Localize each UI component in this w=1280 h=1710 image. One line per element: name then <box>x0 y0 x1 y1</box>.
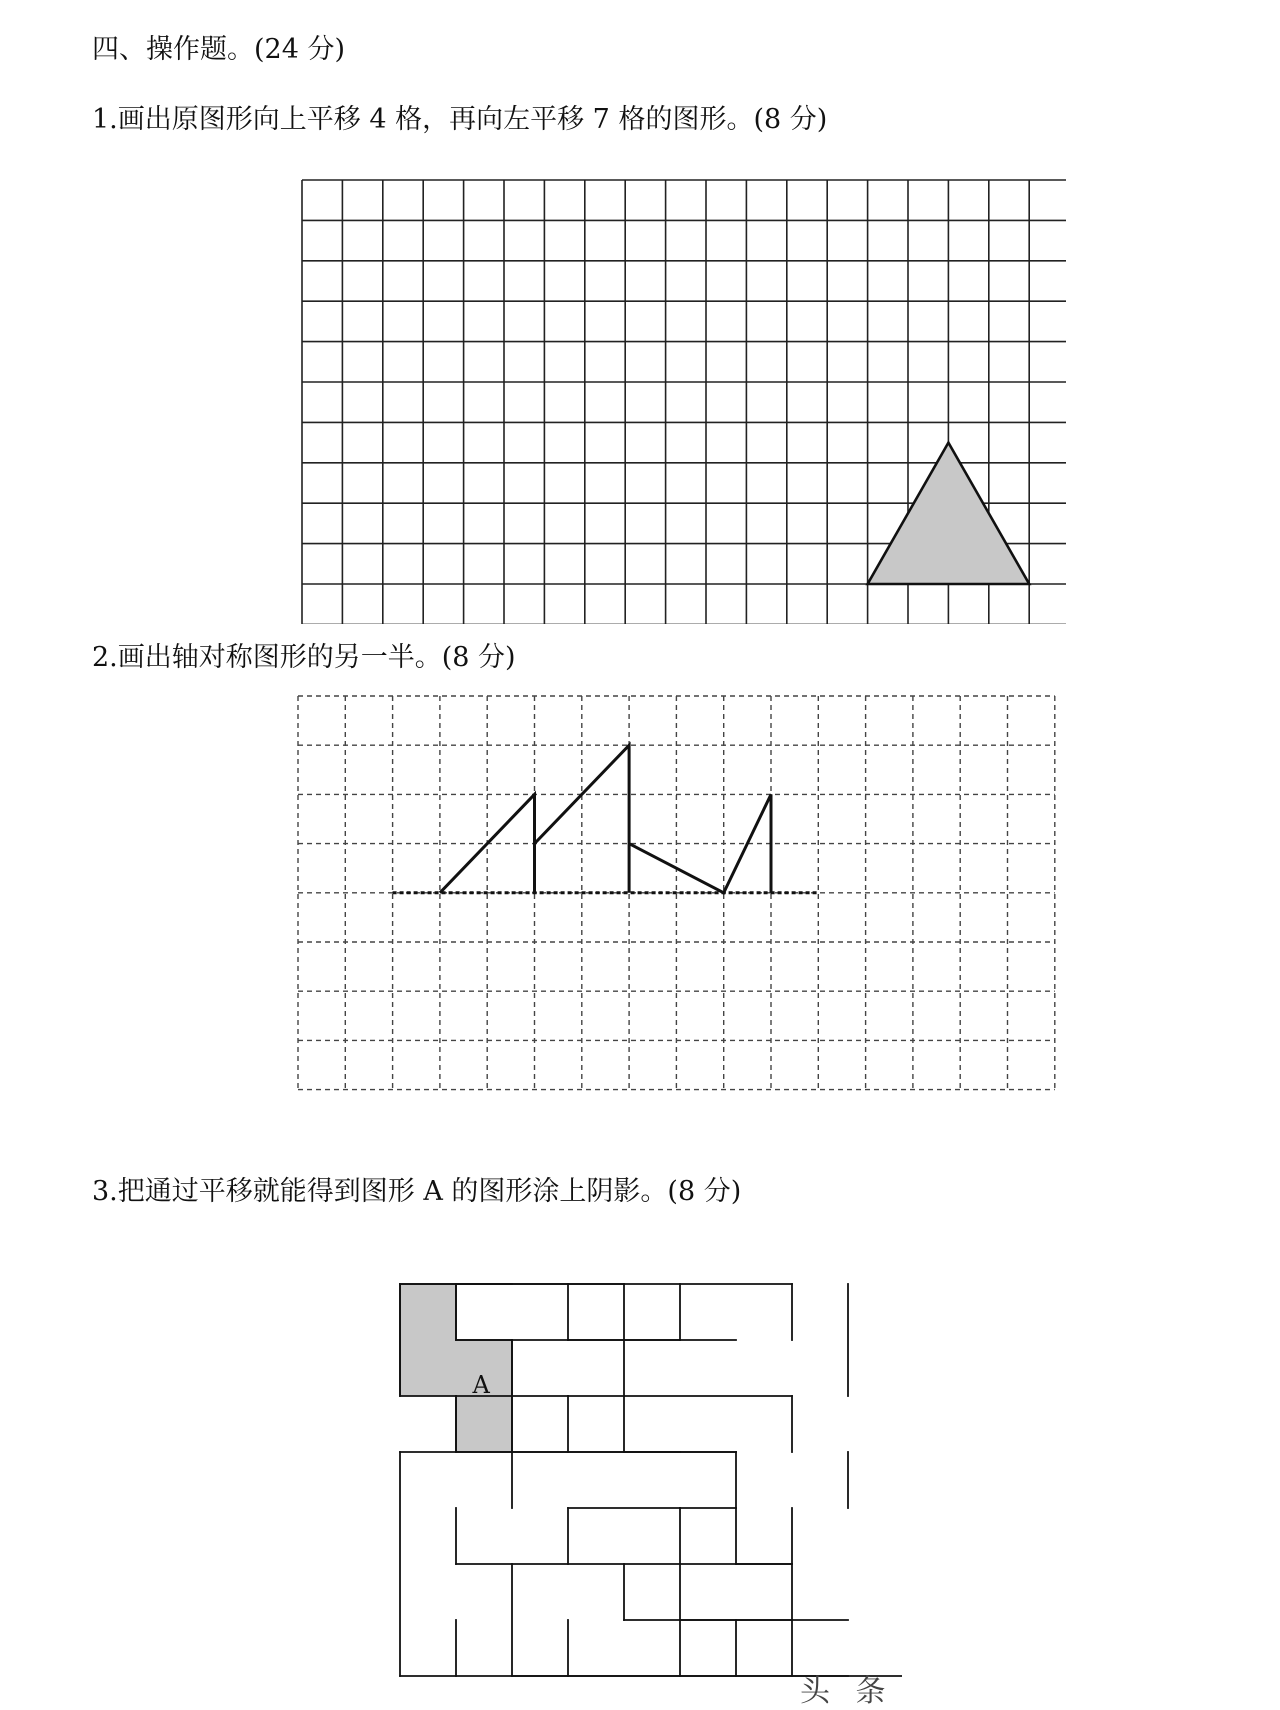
question-2-text: 2.画出轴对称图形的另一半。(8 分) <box>92 642 516 673</box>
section-title: 四、操作题。(24 分) <box>92 34 346 65</box>
question-1-text: 1.画出原图形向上平移 4 格，再向左平移 7 格的图形。(8 分) <box>92 104 828 135</box>
tessellation-figure <box>398 1282 902 1696</box>
original-triangle <box>868 443 1030 584</box>
half-figure <box>440 745 771 893</box>
symmetry-grid <box>296 694 1059 1095</box>
shape-a-label: A <box>472 1371 490 1400</box>
translation-grid <box>300 178 1066 624</box>
watermark: 头 条 <box>800 1674 894 1709</box>
question-3-text: 3.把通过平移就能得到图形 A 的图形涂上阴影。(8 分) <box>92 1176 742 1207</box>
